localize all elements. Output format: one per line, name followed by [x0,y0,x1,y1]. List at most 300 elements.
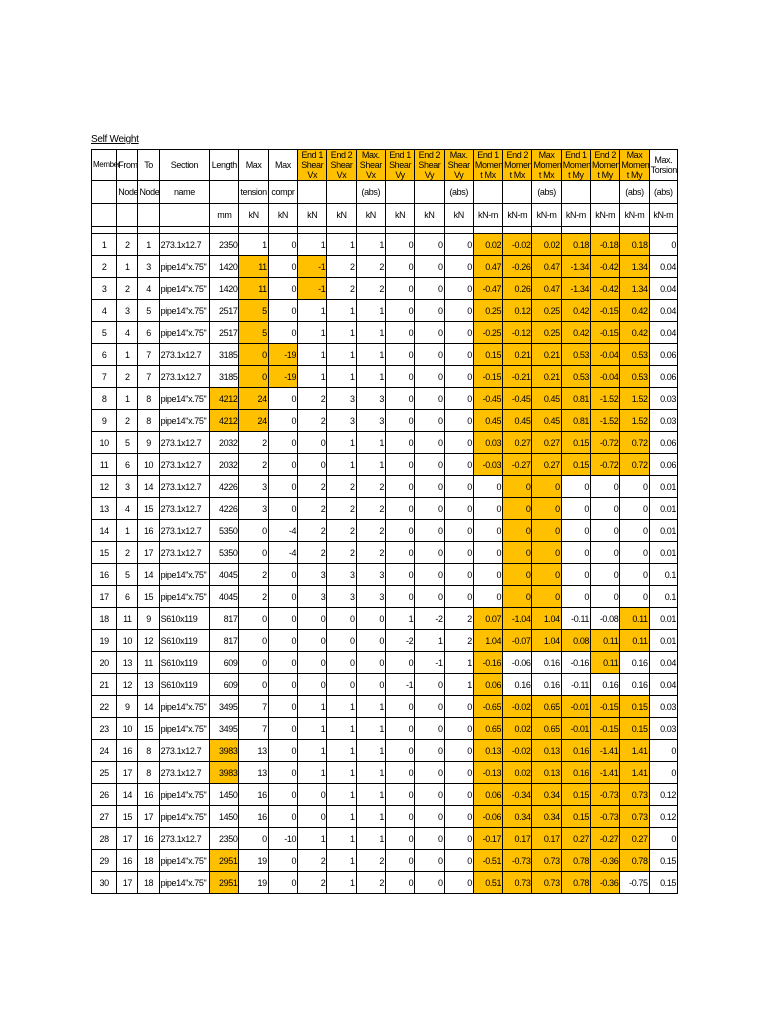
cell-col-13: 0 [473,564,502,586]
header-h3-col-1 [117,204,138,227]
cell-col-0: 20 [92,652,117,674]
cell-col-8: 1 [327,850,356,872]
cell-col-6: 0 [268,608,297,630]
cell-col-8: 2 [327,542,356,564]
cell-col-9: 1 [356,762,385,784]
cell-col-15: 0.65 [532,696,561,718]
cell-col-11: -1 [415,652,444,674]
cell-col-13: -0.65 [473,696,502,718]
cell-col-3: S610x119 [159,630,210,652]
cell-col-11: 0 [415,520,444,542]
cell-col-15: 0.47 [532,278,561,300]
cell-col-17: 0 [591,542,620,564]
cell-col-1: 5 [117,432,138,454]
cell-col-7: 0 [298,630,327,652]
cell-col-5: 0 [239,828,268,850]
cell-col-2: 16 [138,520,159,542]
cell-col-3: 273.1x12.7 [159,498,210,520]
cell-col-12: 0 [444,872,473,894]
cell-col-3: 273.1x12.7 [159,762,210,784]
cell-col-19: 0.04 [649,278,677,300]
cell-col-13: -0.15 [473,366,502,388]
cell-col-19: 0.12 [649,784,677,806]
cell-col-8: 1 [327,784,356,806]
header-h1-col-4: Length [210,150,239,181]
table-row [92,652,678,674]
cell-col-14: 0.02 [503,762,532,784]
cell-col-8: 1 [327,300,356,322]
cell-col-3: pipe14"x.75" [159,564,210,586]
cell-col-7: 2 [298,520,327,542]
cell-col-7: 1 [298,762,327,784]
cell-col-0: 25 [92,762,117,784]
cell-col-9: 1 [356,718,385,740]
cell-col-15: 0.73 [532,850,561,872]
cell-col-8: 1 [327,234,356,256]
cell-col-5: 0 [239,652,268,674]
cell-col-2: 3 [138,256,159,278]
cell-col-1: 3 [117,300,138,322]
cell-col-16: 0.78 [561,850,590,872]
cell-col-6: 0 [268,322,297,344]
cell-col-18: 0.73 [620,806,649,828]
cell-col-13: 0 [473,542,502,564]
cell-col-5: 24 [239,388,268,410]
table-row [92,828,678,850]
cell-col-18: 1.34 [620,256,649,278]
cell-col-12: 0 [444,740,473,762]
table-row [92,234,678,256]
cell-col-3: pipe14"x.75" [159,322,210,344]
cell-col-2: 16 [138,828,159,850]
cell-col-4: 1450 [210,806,239,828]
cell-col-17: -0.27 [591,828,620,850]
table-row [92,476,678,498]
cell-col-10: 0 [385,520,414,542]
cell-col-18: 0 [620,498,649,520]
cell-col-8: 2 [327,476,356,498]
cell-col-0: 27 [92,806,117,828]
cell-col-14: -0.06 [503,652,532,674]
cell-col-8: 0 [327,674,356,696]
table-row [92,454,678,476]
cell-col-9: 2 [356,256,385,278]
cell-col-15: 0.27 [532,454,561,476]
cell-col-10: 0 [385,850,414,872]
cell-col-16: 0.08 [561,630,590,652]
header-h3-col-8: kN [327,204,356,227]
header-h3-col-12: kN [444,204,473,227]
cell-col-16: 0 [561,564,590,586]
cell-col-7: 0 [298,784,327,806]
sheet-title: Self Weight [91,134,139,145]
cell-col-17: -0.08 [591,608,620,630]
cell-col-16: 0.18 [561,234,590,256]
cell-col-18: 0 [620,542,649,564]
header-h2-col-9: (abs) [356,181,385,204]
cell-col-15: 0.73 [532,872,561,894]
cell-col-5: 3 [239,498,268,520]
cell-col-12: 0 [444,366,473,388]
cell-col-7: 2 [298,476,327,498]
cell-col-12: 0 [444,520,473,542]
cell-col-1: 2 [117,278,138,300]
cell-col-4: 2032 [210,432,239,454]
cell-col-19: 0.1 [649,564,677,586]
cell-col-12: 0 [444,542,473,564]
cell-col-4: 2350 [210,828,239,850]
table-row [92,740,678,762]
header-h2-col-10 [385,181,414,204]
cell-col-12: 2 [444,608,473,630]
cell-col-0: 16 [92,564,117,586]
cell-col-2: 9 [138,608,159,630]
cell-col-2: 17 [138,806,159,828]
cell-col-17: -0.04 [591,366,620,388]
cell-col-14: 0.02 [503,718,532,740]
cell-col-4: 2350 [210,234,239,256]
cell-col-5: 0 [239,630,268,652]
cell-col-16: 0 [561,586,590,608]
spacer-cell [385,227,414,234]
cell-col-1: 3 [117,476,138,498]
cell-col-15: 0 [532,520,561,542]
header-h1-col-19: Max. Torsion [649,150,677,181]
cell-col-7: 0 [298,652,327,674]
cell-col-9: 3 [356,410,385,432]
cell-col-12: 0 [444,322,473,344]
cell-col-8: 3 [327,564,356,586]
cell-col-19: 0.04 [649,256,677,278]
spacer-cell [473,227,502,234]
header-h3-col-19: kN-m [649,204,677,227]
cell-col-14: -0.02 [503,740,532,762]
cell-col-2: 14 [138,476,159,498]
cell-col-6: 0 [268,454,297,476]
cell-col-17: -0.18 [591,234,620,256]
cell-col-19: 0.06 [649,344,677,366]
table-row [92,806,678,828]
cell-col-5: 16 [239,784,268,806]
cell-col-5: 0 [239,366,268,388]
cell-col-19: 0.03 [649,718,677,740]
cell-col-7: 1 [298,234,327,256]
cell-col-19: 0.04 [649,652,677,674]
cell-col-0: 19 [92,630,117,652]
cell-col-4: 5350 [210,520,239,542]
cell-col-2: 12 [138,630,159,652]
cell-col-7: -1 [298,278,327,300]
cell-col-0: 14 [92,520,117,542]
cell-col-19: 0.15 [649,850,677,872]
cell-col-8: 2 [327,256,356,278]
cell-col-15: 0.25 [532,322,561,344]
cell-col-5: 24 [239,410,268,432]
cell-col-16: 0.78 [561,872,590,894]
cell-col-10: 0 [385,718,414,740]
cell-col-7: 1 [298,828,327,850]
cell-col-9: 0 [356,608,385,630]
cell-col-12: 0 [444,784,473,806]
cell-col-8: 1 [327,806,356,828]
cell-col-13: -0.06 [473,806,502,828]
cell-col-8: 1 [327,828,356,850]
spacer-cell [138,227,159,234]
cell-col-15: 0.16 [532,652,561,674]
cell-col-11: 1 [415,630,444,652]
cell-col-11: 0 [415,366,444,388]
cell-col-13: 0.15 [473,344,502,366]
spacer-cell [532,227,561,234]
cell-col-11: 0 [415,388,444,410]
cell-col-1: 16 [117,740,138,762]
header-h2-col-0 [92,181,117,204]
cell-col-13: 0.51 [473,872,502,894]
cell-col-0: 22 [92,696,117,718]
cell-col-14: 0 [503,520,532,542]
cell-col-4: 3983 [210,740,239,762]
header-h3-col-5: kN [239,204,268,227]
header-h1-col-18: Max Momen t My [621,150,650,180]
cell-col-18: 1.52 [620,410,649,432]
cell-col-6: 0 [268,234,297,256]
cell-col-15: 0.65 [532,718,561,740]
cell-col-11: 0 [415,432,444,454]
header-h2-col-16 [561,181,590,204]
header-h1-col-14: End 2 Momen t Mx [504,150,533,180]
cell-col-13: 0.02 [473,234,502,256]
cell-col-5: 0 [239,520,268,542]
cell-col-8: 0 [327,652,356,674]
cell-col-4: 4045 [210,586,239,608]
cell-col-14: -0.34 [503,784,532,806]
cell-col-0: 18 [92,608,117,630]
cell-col-7: 3 [298,586,327,608]
cell-col-17: 0.11 [591,652,620,674]
cell-col-9: 2 [356,476,385,498]
cell-col-6: 0 [268,850,297,872]
cell-col-5: 5 [239,322,268,344]
cell-col-3: 273.1x12.7 [159,542,210,564]
cell-col-14: 0 [503,564,532,586]
cell-col-2: 8 [138,762,159,784]
cell-col-6: 0 [268,498,297,520]
cell-col-17: -0.42 [591,278,620,300]
cell-col-13: 0 [473,586,502,608]
cell-col-12: 0 [444,696,473,718]
cell-col-5: 2 [239,454,268,476]
cell-col-2: 11 [138,652,159,674]
cell-col-19: 0.04 [649,300,677,322]
spacer-cell [649,227,677,234]
cell-col-16: -0.11 [561,608,590,630]
cell-col-9: 1 [356,300,385,322]
cell-col-3: pipe14"x.75" [159,696,210,718]
header-h1-col-15: Max Momen t Mx [533,150,562,180]
cell-col-16: 0.15 [561,806,590,828]
cell-col-7: 2 [298,872,327,894]
cell-col-12: 0 [444,410,473,432]
cell-col-17: -0.36 [591,872,620,894]
cell-col-1: 16 [117,850,138,872]
cell-col-3: 273.1x12.7 [159,740,210,762]
cell-col-15: 0.45 [532,388,561,410]
cell-col-2: 5 [138,300,159,322]
cell-col-7: 0 [298,432,327,454]
header-h2-col-12: (abs) [444,181,473,204]
cell-col-0: 28 [92,828,117,850]
cell-col-0: 2 [92,256,117,278]
cell-col-4: 4212 [210,388,239,410]
spacer-cell [117,227,138,234]
cell-col-11: 0 [415,542,444,564]
cell-col-12: 0 [444,256,473,278]
cell-col-12: 2 [444,630,473,652]
cell-col-15: 0.02 [532,234,561,256]
cell-col-6: 0 [268,806,297,828]
cell-col-1: 12 [117,674,138,696]
cell-col-10: 0 [385,344,414,366]
cell-col-19: 0.01 [649,542,677,564]
cell-col-1: 17 [117,872,138,894]
cell-col-1: 4 [117,322,138,344]
cell-col-14: 0.45 [503,410,532,432]
cell-col-2: 10 [138,454,159,476]
cell-col-14: 0 [503,476,532,498]
cell-col-10: 0 [385,410,414,432]
spacer-cell [159,227,210,234]
cell-col-19: 0 [649,828,677,850]
cell-col-7: 2 [298,388,327,410]
cell-col-13: -0.25 [473,322,502,344]
cell-col-15: 0 [532,542,561,564]
cell-col-15: 1.04 [532,608,561,630]
cell-col-0: 24 [92,740,117,762]
cell-col-13: 0.45 [473,410,502,432]
cell-col-18: 0.15 [620,718,649,740]
cell-col-11: 0 [415,784,444,806]
cell-col-9: 3 [356,564,385,586]
header-h2-col-15: (abs) [532,181,561,204]
cell-col-9: 0 [356,630,385,652]
spacer-cell [503,227,532,234]
cell-col-9: 1 [356,696,385,718]
cell-col-14: 0.16 [503,674,532,696]
cell-col-18: 1.52 [620,388,649,410]
cell-col-5: 16 [239,806,268,828]
cell-col-11: 0 [415,828,444,850]
cell-col-11: 0 [415,696,444,718]
cell-col-15: 0.45 [532,410,561,432]
spacer-cell [239,227,268,234]
cell-col-2: 14 [138,564,159,586]
cell-col-18: 0.73 [620,784,649,806]
cell-col-10: 0 [385,564,414,586]
cell-col-4: 3495 [210,696,239,718]
cell-col-7: 1 [298,300,327,322]
cell-col-8: 2 [327,278,356,300]
cell-col-7: 1 [298,322,327,344]
cell-col-5: 0 [239,608,268,630]
cell-col-3: pipe14"x.75" [159,586,210,608]
header-h3-col-0 [92,204,117,227]
cell-col-14: 0.26 [503,278,532,300]
cell-col-13: -0.13 [473,762,502,784]
cell-col-14: -0.21 [503,366,532,388]
cell-col-2: 7 [138,344,159,366]
header-h2-col-13 [473,181,502,204]
cell-col-12: 0 [444,850,473,872]
cell-col-8: 1 [327,872,356,894]
cell-col-19: 0.12 [649,806,677,828]
cell-col-3: pipe14"x.75" [159,388,210,410]
cell-col-8: 1 [327,718,356,740]
cell-col-12: 1 [444,674,473,696]
cell-col-10: 0 [385,278,414,300]
cell-col-1: 15 [117,806,138,828]
cell-col-18: 0.18 [620,234,649,256]
cell-col-18: 0.78 [620,850,649,872]
cell-col-19: 0.01 [649,608,677,630]
cell-col-9: 2 [356,850,385,872]
header-h1-col-12: Max. Shear Vy [444,150,473,181]
cell-col-2: 8 [138,410,159,432]
cell-col-18: 0 [620,586,649,608]
cell-col-13: 0.07 [473,608,502,630]
header-h3-col-18: kN-m [620,204,649,227]
header-h1-col-5: Max [239,150,268,181]
cell-col-4: 1420 [210,278,239,300]
cell-col-6: 0 [268,256,297,278]
cell-col-13: 0.25 [473,300,502,322]
cell-col-3: pipe14"x.75" [159,718,210,740]
cell-col-5: 3 [239,476,268,498]
cell-col-6: 0 [268,410,297,432]
cell-col-5: 2 [239,586,268,608]
cell-col-10: 0 [385,256,414,278]
cell-col-11: 0 [415,278,444,300]
cell-col-1: 17 [117,762,138,784]
cell-col-0: 29 [92,850,117,872]
cell-col-2: 18 [138,872,159,894]
header-h2-col-4 [210,181,239,204]
cell-col-6: 0 [268,388,297,410]
cell-col-2: 8 [138,740,159,762]
cell-col-9: 2 [356,498,385,520]
header-h2-col-6: compr [268,181,297,204]
cell-col-10: -2 [385,630,414,652]
cell-col-11: 0 [415,234,444,256]
cell-col-13: 0.06 [473,784,502,806]
cell-col-9: 2 [356,520,385,542]
cell-col-14: -0.45 [503,388,532,410]
table-row [92,718,678,740]
cell-col-11: 0 [415,256,444,278]
cell-col-10: 0 [385,498,414,520]
cell-col-19: 0.03 [649,410,677,432]
spacer-row [92,227,678,234]
cell-col-2: 15 [138,718,159,740]
table-row [92,432,678,454]
spacer-cell [356,227,385,234]
cell-col-10: 0 [385,872,414,894]
cell-col-4: 2517 [210,300,239,322]
cell-col-16: 0 [561,498,590,520]
cell-col-14: -0.02 [503,696,532,718]
cell-col-18: 0.42 [620,300,649,322]
cell-col-11: 0 [415,564,444,586]
cell-col-8: 3 [327,388,356,410]
